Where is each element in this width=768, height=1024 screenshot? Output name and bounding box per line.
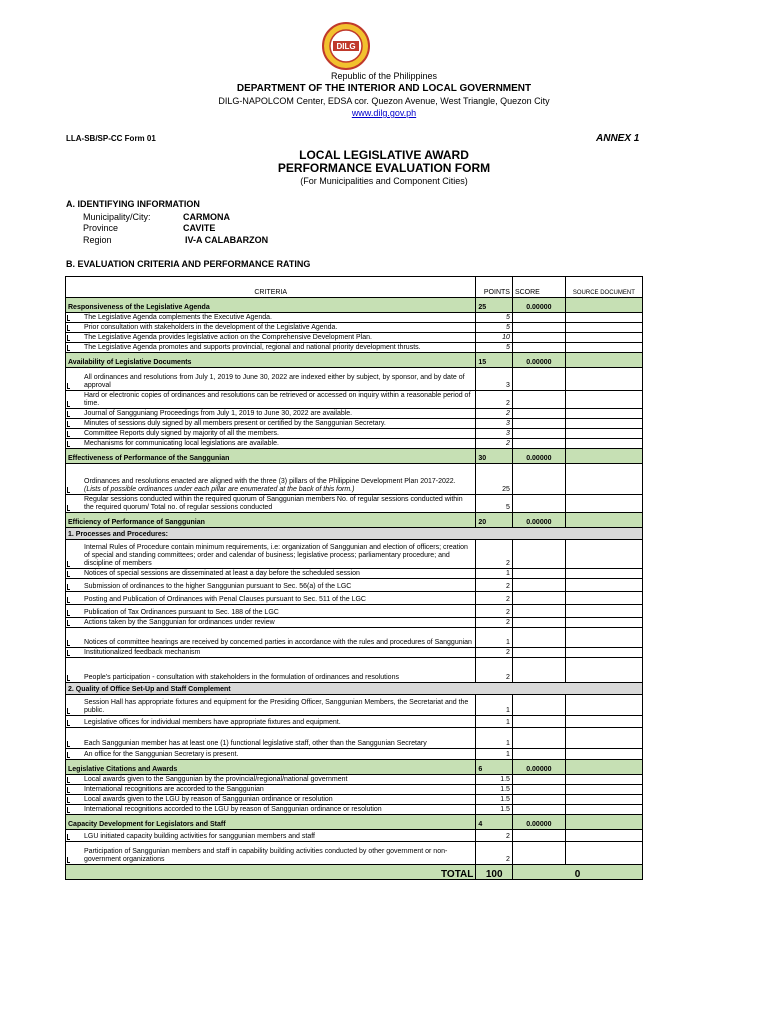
criteria-item-row <box>66 409 643 419</box>
category-source-cell <box>565 298 642 313</box>
item-source-cell <box>565 785 642 795</box>
department-address: DILG-NAPOLCOM Center, EDSA cor. Quezon Avenue, West Triangle, Quezon City <box>218 96 550 106</box>
tick-mark-icon <box>67 401 70 407</box>
item-points: 1 <box>476 749 513 760</box>
item-score-cell <box>512 605 565 618</box>
category-score: 0.00000 <box>512 513 565 528</box>
item-points: 2 <box>476 658 513 683</box>
criteria-item-cell <box>66 695 476 716</box>
category-source-cell <box>565 815 642 830</box>
criteria-item-row <box>66 429 643 439</box>
criteria-item-cell <box>66 540 476 569</box>
criteria-item-cell <box>66 333 476 343</box>
subcategory-label: 2. Quality of Office Set-Up and Staff Complement <box>66 683 643 695</box>
tick-mark-icon <box>67 487 70 493</box>
total-row <box>66 865 643 880</box>
criteria-item-cell <box>66 409 476 419</box>
form-code: LLA-SB/SP-CC Form 01 <box>66 134 156 143</box>
item-source-cell <box>565 333 642 343</box>
category-points: 20 <box>476 513 513 528</box>
item-points: 1.5 <box>476 805 513 815</box>
criteria-item-row <box>66 628 643 648</box>
criteria-item-cell <box>66 592 476 605</box>
criteria-item-row <box>66 842 643 865</box>
item-score-cell <box>512 439 565 449</box>
item-points: 2 <box>476 648 513 658</box>
criteria-item-cell <box>66 569 476 579</box>
item-points: 10 <box>476 333 513 343</box>
item-points: 3 <box>476 429 513 439</box>
criteria-item-row <box>66 419 643 429</box>
criteria-item-text: Each Sanggunian member has at least one (1) functional legislative staff, other than the Sanggunian Secretary <box>84 740 427 747</box>
item-points: 5 <box>476 343 513 353</box>
criteria-item-cell <box>66 728 476 749</box>
criteria-item-cell <box>66 368 476 391</box>
category-points: 15 <box>476 353 513 368</box>
item-points: 3 <box>476 368 513 391</box>
municipality-label: Municipality/City: <box>83 212 151 222</box>
seal-text: DILG <box>336 42 356 51</box>
dilg-seal-logo <box>322 22 370 70</box>
tick-mark-icon <box>67 411 70 417</box>
criteria-item-row <box>66 605 643 618</box>
criteria-item-cell <box>66 464 476 495</box>
criteria-item-row <box>66 749 643 760</box>
region-value: IV-A CALABARZON <box>185 235 269 245</box>
tick-mark-icon <box>67 857 70 863</box>
item-score-cell <box>512 368 565 391</box>
item-source-cell <box>565 439 642 449</box>
criteria-item-cell <box>66 628 476 648</box>
category-points: 6 <box>476 760 513 775</box>
item-points: 25 <box>476 464 513 495</box>
criteria-item-cell <box>66 343 476 353</box>
points-header: POINTS <box>476 277 513 298</box>
subcategory-row <box>66 683 643 695</box>
criteria-item-cell <box>66 785 476 795</box>
criteria-item-cell <box>66 805 476 815</box>
criteria-item-note: (Lists of possible ordinances under each pillar are enumerated at the back of this form.) <box>84 486 355 493</box>
item-points: 2 <box>476 592 513 605</box>
item-points: 2 <box>476 439 513 449</box>
republic-line: Republic of the Philippines <box>330 71 438 81</box>
criteria-item-cell <box>66 495 476 513</box>
form-subtitle: (For Municipalities and Component Cities) <box>300 176 468 186</box>
category-row <box>66 815 643 830</box>
criteria-item-text: Committee Reports duly signed by majority of all the members. <box>84 430 279 437</box>
criteria-item-cell <box>66 323 476 333</box>
tick-mark-icon <box>67 787 70 793</box>
item-points: 1 <box>476 569 513 579</box>
tick-mark-icon <box>67 571 70 577</box>
criteria-item-cell <box>66 795 476 805</box>
criteria-item-text: International recognitions are accorded to the Sanggunian <box>84 786 264 793</box>
criteria-item-cell <box>66 419 476 429</box>
criteria-item-text: Notices of committee hearings are received by concerned parties in accordance with the rules and procedures of Sanggunian <box>84 639 472 646</box>
item-points: 2 <box>476 579 513 592</box>
category-row <box>66 760 643 775</box>
category-row <box>66 449 643 464</box>
item-score-cell <box>512 333 565 343</box>
category-points: 25 <box>476 298 513 313</box>
item-source-cell <box>565 795 642 805</box>
tick-mark-icon <box>67 431 70 437</box>
criteria-item-text: Submission of ordinances to the higher Sanggunian pursuant to Sec. 56(a) of the LGC <box>84 583 352 590</box>
criteria-item-cell <box>66 391 476 409</box>
criteria-item-row <box>66 569 643 579</box>
item-points: 2 <box>476 618 513 628</box>
criteria-item-row <box>66 495 643 513</box>
criteria-item-row <box>66 830 643 842</box>
item-source-cell <box>565 658 642 683</box>
item-source-cell <box>565 775 642 785</box>
category-label: Efficiency of Performance of Sanggunian <box>66 513 476 528</box>
item-source-cell <box>565 391 642 409</box>
category-points: 4 <box>476 815 513 830</box>
item-source-cell <box>565 569 642 579</box>
criteria-item-row <box>66 368 643 391</box>
item-score-cell <box>512 592 565 605</box>
criteria-item-row <box>66 658 643 683</box>
score-header: SCORE <box>512 277 565 298</box>
criteria-item-row <box>66 728 643 749</box>
tick-mark-icon <box>67 345 70 351</box>
criteria-item-text: Internal Rules of Procedure contain minimum requirements, i.e: organization of Sanggunian and election of officers; creation of special and standing committees; order and calendar of business; legislative process; parliamentary procedure; and discipline of members <box>84 544 468 567</box>
category-label: Capacity Development for Legislators and Staff <box>66 815 476 830</box>
item-source-cell <box>565 648 642 658</box>
criteria-item-text: All ordinances and resolutions from July 1, 2019 to June 30, 2022 are indexed either by subject, by sponsor, and by date of approval <box>84 374 465 389</box>
tick-mark-icon <box>67 650 70 656</box>
criteria-item-cell <box>66 439 476 449</box>
tick-mark-icon <box>67 640 70 646</box>
item-source-cell <box>565 419 642 429</box>
criteria-item-cell <box>66 618 476 628</box>
item-score-cell <box>512 716 565 728</box>
evaluation-table <box>65 276 643 880</box>
category-source-cell <box>565 353 642 368</box>
item-score-cell <box>512 648 565 658</box>
category-label: Legislative Citations and Awards <box>66 760 476 775</box>
item-points: 5 <box>476 323 513 333</box>
total-label: TOTAL <box>66 865 476 880</box>
criteria-item-row <box>66 785 643 795</box>
item-source-cell <box>565 716 642 728</box>
criteria-item-row <box>66 579 643 592</box>
criteria-item-text: Prior consultation with stakeholders in the development of the Legislative Agenda. <box>84 324 338 331</box>
item-source-cell <box>565 368 642 391</box>
criteria-item-text: Ordinances and resolutions enacted are aligned with the three (3) pillars of the Philippine Development Plan 2017-2022. <box>84 478 456 485</box>
tick-mark-icon <box>67 561 70 567</box>
tick-mark-icon <box>67 315 70 321</box>
criteria-item-row <box>66 313 643 323</box>
criteria-header: CRITERIA <box>66 277 476 298</box>
item-points: 2 <box>476 830 513 842</box>
item-source-cell <box>565 805 642 815</box>
criteria-item-row <box>66 323 643 333</box>
tick-mark-icon <box>67 421 70 427</box>
item-source-cell <box>565 618 642 628</box>
total-points: 100 <box>476 865 513 880</box>
criteria-item-row <box>66 795 643 805</box>
item-source-cell <box>565 464 642 495</box>
item-score-cell <box>512 579 565 592</box>
criteria-item-cell <box>66 648 476 658</box>
criteria-item-row <box>66 343 643 353</box>
category-label: Effectiveness of Performance of the Sanggunian <box>66 449 476 464</box>
item-score-cell <box>512 409 565 419</box>
annex-label: ANNEX 1 <box>596 133 640 144</box>
tick-mark-icon <box>67 597 70 603</box>
criteria-item-text: Journal of Sangguniang Proceedings from July 1, 2019 to June 30, 2022 are available. <box>84 410 353 417</box>
criteria-item-text: The Legislative Agenda complements the Executive Agenda. <box>84 314 272 321</box>
tick-mark-icon <box>67 505 70 511</box>
criteria-item-cell <box>66 658 476 683</box>
item-score-cell <box>512 391 565 409</box>
category-score: 0.00000 <box>512 760 565 775</box>
item-points: 2 <box>476 391 513 409</box>
item-points: 2 <box>476 605 513 618</box>
item-score-cell <box>512 842 565 865</box>
item-points: 5 <box>476 495 513 513</box>
criteria-item-cell <box>66 605 476 618</box>
section-a-heading: A. IDENTIFYING INFORMATION <box>66 199 200 209</box>
criteria-item-text: Minutes of sessions duly signed by all members present or certified by the Sanggunian Secretary. <box>84 420 386 427</box>
item-source-cell <box>565 830 642 842</box>
item-points: 1 <box>476 628 513 648</box>
source-document-header: SOURCE DOCUMENT <box>565 277 642 298</box>
criteria-item-row <box>66 333 643 343</box>
criteria-item-text: Regular sessions conducted within the required quorum of Sanggunian members No. of regular sessions conducted within the required quorum/ Total no. of regular sessions conducted <box>84 496 463 511</box>
tick-mark-icon <box>67 383 70 389</box>
subcategory-row <box>66 528 643 540</box>
item-source-cell <box>565 429 642 439</box>
section-b-heading: B. EVALUATION CRITERIA AND PERFORMANCE RATING <box>66 259 311 269</box>
item-score-cell <box>512 805 565 815</box>
tick-mark-icon <box>67 610 70 616</box>
criteria-item-row <box>66 540 643 569</box>
item-source-cell <box>565 313 642 323</box>
criteria-item-cell <box>66 842 476 865</box>
category-score: 0.00000 <box>512 449 565 464</box>
criteria-item-text: Legislative offices for individual members have appropriate fixtures and equipment. <box>84 719 341 726</box>
province-value: CAVITE <box>183 223 216 233</box>
item-score-cell <box>512 495 565 513</box>
category-source-cell <box>565 513 642 528</box>
criteria-item-text: An office for the Sanggunian Secretary is present. <box>84 751 239 758</box>
item-score-cell <box>512 540 565 569</box>
tick-mark-icon <box>67 708 70 714</box>
criteria-item-text: Publication of Tax Ordinances pursuant to Sec. 188 of the LGC <box>84 609 279 616</box>
criteria-item-cell <box>66 579 476 592</box>
item-score-cell <box>512 313 565 323</box>
item-points: 3 <box>476 419 513 429</box>
criteria-item-cell <box>66 749 476 760</box>
item-source-cell <box>565 728 642 749</box>
criteria-item-text: The Legislative Agenda provides legislative action on the Comprehensive Development Plan. <box>84 334 372 341</box>
form-title-line1: LOCAL LEGISLATIVE AWARD <box>299 148 469 162</box>
item-score-cell <box>512 795 565 805</box>
province-label: Province <box>83 223 119 233</box>
criteria-item-cell <box>66 775 476 785</box>
item-score-cell <box>512 618 565 628</box>
criteria-item-row <box>66 618 643 628</box>
category-points: 30 <box>476 449 513 464</box>
item-points: 1.5 <box>476 785 513 795</box>
tick-mark-icon <box>67 834 70 840</box>
criteria-item-text: International recognitions accorded to the LGU by reason of Sanggunian ordinance or resolution <box>84 806 382 813</box>
tick-mark-icon <box>67 741 70 747</box>
criteria-item-text: Local awards given to the LGU by reason of Sanggunian ordinance or resolution <box>84 796 333 803</box>
table-header-row <box>66 277 643 298</box>
department-name: DEPARTMENT OF THE INTERIOR AND LOCAL GOVERNMENT <box>236 83 532 94</box>
criteria-item-text: Session Hall has appropriate fixtures and equipment for the Presiding Officer, Sanggunian Members, the Secretariat and the public. <box>84 699 469 714</box>
tick-mark-icon <box>67 325 70 331</box>
criteria-item-text: Actions taken by the Sanggunian for ordinances under review <box>84 619 275 626</box>
category-score: 0.00000 <box>512 815 565 830</box>
criteria-item-text: Institutionalized feedback mechanism <box>84 649 201 656</box>
item-source-cell <box>565 409 642 419</box>
criteria-item-row <box>66 775 643 785</box>
criteria-item-text: The Legislative Agenda promotes and supports provincial, regional and national priority development thrusts. <box>84 344 421 351</box>
criteria-item-cell <box>66 716 476 728</box>
criteria-item-row <box>66 464 643 495</box>
item-points: 1.5 <box>476 795 513 805</box>
category-row <box>66 513 643 528</box>
tick-mark-icon <box>67 777 70 783</box>
criteria-item-text: Mechanisms for communicating local legislations are available. <box>84 440 279 447</box>
item-score-cell <box>512 429 565 439</box>
website-link[interactable]: www.dilg.gov.ph <box>351 108 417 118</box>
item-source-cell <box>565 749 642 760</box>
item-score-cell <box>512 464 565 495</box>
item-source-cell <box>565 343 642 353</box>
criteria-item-row <box>66 391 643 409</box>
item-source-cell <box>565 540 642 569</box>
form-title-line2: PERFORMANCE EVALUATION FORM <box>277 161 491 175</box>
item-source-cell <box>565 605 642 618</box>
category-source-cell <box>565 449 642 464</box>
item-points: 1 <box>476 716 513 728</box>
item-score-cell <box>512 569 565 579</box>
item-points: 1 <box>476 695 513 716</box>
category-label: Responsiveness of the Legislative Agenda <box>66 298 476 313</box>
item-score-cell <box>512 343 565 353</box>
item-points: 1 <box>476 728 513 749</box>
item-score-cell <box>512 658 565 683</box>
region-label: Region <box>83 235 112 245</box>
tick-mark-icon <box>67 720 70 726</box>
criteria-item-text: Posting and Publication of Ordinances with Penal Clauses pursuant to Sec. 511 of the LGC <box>84 596 366 603</box>
item-points: 2 <box>476 842 513 865</box>
category-row <box>66 298 643 313</box>
criteria-item-text: LGU initiated capacity building activities for sanggunian members and staff <box>84 833 315 840</box>
criteria-item-text: People's participation - consultation with stakeholders in the formulation of ordinances and resolutions <box>84 674 399 681</box>
total-score: 0 <box>512 865 642 880</box>
item-source-cell <box>565 495 642 513</box>
category-score: 0.00000 <box>512 353 565 368</box>
item-source-cell <box>565 628 642 648</box>
municipality-value: CARMONA <box>183 212 230 222</box>
criteria-item-row <box>66 439 643 449</box>
criteria-item-text: Participation of Sanggunian members and staff in capability building activities conducted by other government or non-government organizations <box>84 848 448 863</box>
tick-mark-icon <box>67 441 70 447</box>
category-label: Availability of Legislative Documents <box>66 353 476 368</box>
item-points: 5 <box>476 313 513 323</box>
item-score-cell <box>512 695 565 716</box>
criteria-item-row <box>66 648 643 658</box>
tick-mark-icon <box>67 620 70 626</box>
item-score-cell <box>512 628 565 648</box>
criteria-item-cell <box>66 830 476 842</box>
category-source-cell <box>565 760 642 775</box>
criteria-item-text: Notices of special sessions are disseminated at least a day before the scheduled session <box>84 570 360 577</box>
criteria-item-row <box>66 716 643 728</box>
item-score-cell <box>512 728 565 749</box>
item-score-cell <box>512 775 565 785</box>
criteria-item-text: Hard or electronic copies of ordinances and resolutions can be retrieved or accessed on inquiry within a reasonable period of time. <box>84 392 471 407</box>
tick-mark-icon <box>67 752 70 758</box>
item-score-cell <box>512 419 565 429</box>
item-source-cell <box>565 323 642 333</box>
item-points: 2 <box>476 409 513 419</box>
criteria-item-row <box>66 805 643 815</box>
item-source-cell <box>565 695 642 716</box>
item-source-cell <box>565 842 642 865</box>
item-score-cell <box>512 830 565 842</box>
tick-mark-icon <box>67 675 70 681</box>
category-row <box>66 353 643 368</box>
tick-mark-icon <box>67 584 70 590</box>
tick-mark-icon <box>67 807 70 813</box>
subcategory-label: 1. Processes and Procedures: <box>66 528 643 540</box>
criteria-item-text: Local awards given to the Sanggunian by the provincial/regional/national government <box>84 776 348 783</box>
criteria-item-row <box>66 695 643 716</box>
item-score-cell <box>512 749 565 760</box>
tick-mark-icon <box>67 335 70 341</box>
item-source-cell <box>565 579 642 592</box>
item-source-cell <box>565 592 642 605</box>
category-score: 0.00000 <box>512 298 565 313</box>
item-score-cell <box>512 323 565 333</box>
criteria-item-cell <box>66 313 476 323</box>
item-points: 1.5 <box>476 775 513 785</box>
criteria-item-row <box>66 592 643 605</box>
tick-mark-icon <box>67 797 70 803</box>
item-points: 2 <box>476 540 513 569</box>
item-score-cell <box>512 785 565 795</box>
criteria-item-cell <box>66 429 476 439</box>
